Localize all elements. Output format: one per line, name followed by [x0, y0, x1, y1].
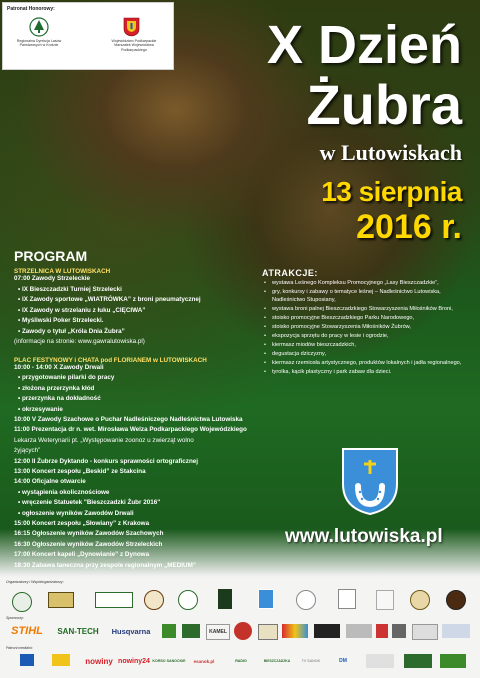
- sponsors-label: Sponsorzy:: [6, 616, 24, 620]
- program-line: • wręczenie Statuetek "Bieszczadzki Żubr 2016": [18, 499, 161, 507]
- program-line: 10:00 V Zawody Szachowe o Puchar Nadleśniczego Nadleśnictwa Lutowiska: [14, 416, 243, 423]
- sponsor-logo-icon: [234, 622, 252, 640]
- attraction-item: • wystawa broni palnej Bieszczadzkiego Stowarzyszenia Miłośników Broni,: [262, 306, 474, 314]
- sponsor-logo-icon: [182, 624, 200, 638]
- program-line: 13:00 Koncert zespołu „Beskid” ze Stakcina: [14, 468, 146, 475]
- organizer-logo-icon: [376, 590, 394, 610]
- sponsor-logo-icon: [346, 624, 372, 638]
- attractions-heading: ATRAKCJE:: [262, 268, 318, 278]
- website-link[interactable]: www.lutowiska.pl: [285, 526, 443, 547]
- title-line2: Żubra: [306, 73, 462, 136]
- title-line1: X Dzień: [266, 15, 462, 75]
- program-line: 15:00 Koncert zespołu „Słowiany” z Krakowa: [14, 520, 150, 527]
- event-date-year: 2016 r.: [356, 208, 462, 246]
- attraction-item: • stoisko promocyjne Bieszczadzkiego Parku Narodowego,: [262, 315, 474, 323]
- program-line: 16:15 Ogłoszenie wyników Zawodów Szachowych: [14, 530, 164, 538]
- podkarpackie-crest-icon: [123, 17, 140, 37]
- program-line: • Zawody o tytuł „Króla Dnia Żubra”: [18, 327, 125, 335]
- organizer-logo-icon: [95, 592, 133, 608]
- media-esanok-logo: esanok.pl: [193, 658, 215, 664]
- program-line: 10:00 - 14:00 X Zawody Drwali: [14, 364, 104, 371]
- media-korso-logo: KORSO SANOCKIE: [152, 659, 186, 663]
- organizer-logo-icon: [446, 590, 466, 610]
- media-logo-icon: [366, 654, 394, 668]
- attraction-item: • gry, konkursy i zabawy o tematyce leśnej – Nadleśnictwo Lutowiska, Nadleśnictwo Stuposiany,: [262, 289, 474, 304]
- program-line: (informacje na stronie: www.gawralutowiska.pl): [14, 338, 145, 345]
- lutowiska-crest-icon: [340, 446, 400, 516]
- program-line: • IX Bieszczadzki Turniej Strzelecki: [18, 285, 122, 293]
- organizer-logo-icon: [48, 592, 74, 608]
- media-bieszczadzka-logo: BIESZCZADZKA: [263, 659, 291, 663]
- media-nowiny-logo: nowiny: [85, 656, 113, 666]
- program-line: 14:00 Oficjalne otwarcie: [14, 478, 86, 486]
- sponsor-logo-icon: [314, 624, 340, 638]
- sponsor-logo-icon: [376, 624, 388, 638]
- program-line: • IX Zawody sportowe „WIATRÓWKA” z broni pneumatycznej: [18, 296, 201, 303]
- patron-box: [2, 2, 174, 70]
- program-line: • wystąpienia okolicznościowe: [18, 488, 110, 496]
- media-logo-icon: [52, 654, 70, 666]
- media-logo-icon: [404, 654, 432, 668]
- media-radio-logo: RADIO: [235, 659, 247, 663]
- patron-title: Patronat Honorowy:: [7, 6, 55, 12]
- organizer-logo-icon: [144, 590, 164, 610]
- organizer-logo-icon: [338, 589, 356, 609]
- media-dm-logo: DM: [339, 658, 347, 664]
- attraction-item: • wystawa Leśnego Kompleksu Promocyjnego „Lasy Bieszczadzkie”,: [262, 280, 474, 288]
- attraction-item: • stoisko promocyjne Stowarzyszenia Miłośników Żubrów,: [262, 324, 474, 332]
- attraction-item: • degustacja dziczyzny,: [262, 351, 474, 359]
- sponsor-logo-icon: [442, 624, 470, 638]
- organizer-logo-icon: [178, 590, 198, 610]
- attraction-item: • kiermasz rzemiosła artystycznego, produktów lokalnych i jadła regionalnego,: [262, 360, 474, 368]
- media-tvsanok-logo: TV SANOK: [301, 659, 321, 663]
- program-line: • okrzesywanie: [18, 405, 63, 413]
- organizer-logo-icon: [258, 589, 274, 609]
- sponsor-logo-icon: [162, 624, 176, 638]
- program-line: 12:00 II Żubrze Dyktando - konkurs sprawności ortograficznej: [14, 457, 199, 465]
- attraction-item: • kiermasz miodów bieszczadzkich,: [262, 342, 474, 350]
- program-line: 16:30 Ogłoszenie wyników Zawodów Strzeleckich: [14, 540, 163, 548]
- program-line: 11:00 Prezentacja dr n. wet. Mirosława Welza Podkarpackiego Wojewódzkiego: [14, 426, 247, 434]
- title-line3: w Lutowiskach: [319, 140, 462, 165]
- program-line: • złożona przerzynka kłód: [18, 384, 95, 392]
- section-heading-festival: PLAC FESTYNOWY i CHATA pod FLORIANEM w LUTOWISKACH: [14, 357, 207, 364]
- program-line: • przygotowanie pilarki do pracy: [18, 374, 115, 382]
- organizer-logo-icon: [12, 592, 32, 612]
- program-line: • IX Zawody w strzelaniu z łuku „CIĘCIWA”: [18, 306, 146, 314]
- media-logo-icon: [20, 654, 34, 666]
- sponsor-santech-logo: SAN-TECH: [57, 626, 99, 636]
- program-line: 17:00 Koncert kapeli „Dynowianie” z Dynowa: [14, 551, 150, 559]
- attractions-list: [262, 280, 474, 379]
- media-label: Patroni medialni:: [6, 646, 33, 650]
- sponsor-logo-icon: [392, 624, 406, 638]
- event-date-day: 13 sierpnia: [321, 176, 462, 207]
- attraction-item: • ekspozycja sprzętu do pracy w lesie i ogrodzie,: [262, 333, 474, 341]
- section-heading-shooting: STRZELNICA W LUTOWISKACH: [14, 268, 111, 275]
- lasy-panstwowe-logo-icon: [29, 17, 49, 37]
- patron-caption-right: Województwo Podkarpackie Marszałek Województwa Podkarpackiego: [111, 39, 157, 52]
- media-nowiny24-logo: nowiny24: [118, 657, 150, 665]
- program-line: • Myśliwski Poker Strzelecki.: [18, 317, 104, 324]
- program-line: Lekarza Weterynarii pt. „Występowanie zoonoz u zwierząt wolno: [14, 436, 194, 444]
- sponsor-logo-icon: [412, 624, 438, 640]
- sponsor-logo-icon: [258, 624, 278, 640]
- program-line: • przerzynka na dokładność: [18, 395, 101, 403]
- program-heading: PROGRAM: [14, 248, 88, 264]
- program-line: 07:00 Zawody Strzeleckie: [14, 275, 90, 282]
- program-line: żyjących”: [14, 447, 41, 455]
- organizer-logo-icon: [296, 590, 316, 610]
- sponsor-logo-icon: [282, 624, 308, 638]
- sponsor-stihl-logo: STIHL: [11, 625, 43, 637]
- organizers-label: Organizatorzy i Współorganizatorzy:: [6, 580, 64, 584]
- media-logo-icon: [440, 654, 466, 668]
- program-line: • ogłoszenie wyników Zawodów Drwali: [18, 509, 134, 517]
- sponsor-kamel-logo: KAMEL: [206, 624, 230, 640]
- program-line: 18:30 Zabawa taneczna przy zespole regionalnym „MEDIUM”: [14, 561, 196, 569]
- organizer-logo-icon: [218, 589, 232, 609]
- attraction-item: • tyrolka, kącik plastyczny i park zabaw dla dzieci.: [262, 369, 474, 377]
- organizer-logo-icon: [410, 590, 430, 610]
- patron-caption-left: Regionalna Dyrekcja Lasów Państwowych w Krośnie: [16, 39, 62, 48]
- sponsor-husqvarna-logo: Husqvarna: [111, 626, 151, 636]
